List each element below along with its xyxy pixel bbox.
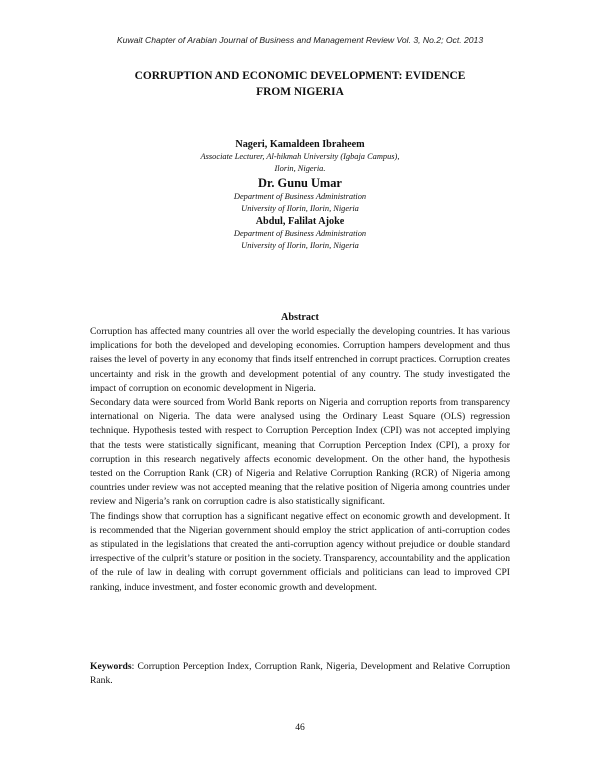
author-affiliation: University of Ilorin, Ilorin, Nigeria <box>241 204 359 213</box>
abstract-paragraph: The findings show that corruption has a significant negative effect on economic growth and development. It is recommended that the Nigerian government should employ the strict application of anti-corruption codes as stipulated in the legislations that created the anti-corruption agency without prejudice or double standard irrespective of the culprit’s stature or position in the society. Transparency, accountability and the application of the rule of law in dealing with corrupt government officials and politicians can lead to improved CPI ranking, induce investment, and foster economic growth and development. <box>90 510 510 593</box>
paper-title <box>60 68 540 100</box>
author-name: Dr. Gunu Umar <box>258 176 342 190</box>
author-affiliation: Associate Lecturer, Al-hikmah University (Igbaja Campus), <box>200 152 400 161</box>
paper-title-line: CORRUPTION AND ECONOMIC DEVELOPMENT: EVIDENCE <box>134 70 466 82</box>
author-name: Nageri, Kamaldeen Ibraheem <box>235 139 365 150</box>
abstract-heading: Abstract <box>281 312 319 323</box>
author-affiliation: Department of Business Administration <box>233 192 367 201</box>
abstract-paragraph: Corruption has affected many countries all over the world especially the developing countries. It has various implications for both the developed and developing economies. Corruption hampers development and thus raises the level of poverty in any economy that finds itself entrenched in corrupt practices. Corruption creates uncertainty and risk in the growth and development potential of any country. The study investigated the impact of corruption on economic development in Nigeria. <box>90 326 510 394</box>
running-head: Kuwait Chapter of Arabian Journal of Business and Management Review Vol. 3, No.2; Oct. 2013 <box>116 35 484 45</box>
keywords <box>90 660 510 688</box>
keywords-text: : Corruption Perception Index, Corruption Rank, Nigeria, Development and Relative Corruption Rank. <box>90 661 510 687</box>
author-affiliation: Department of Business Administration <box>233 229 367 238</box>
keywords-label: Keywords <box>90 661 132 672</box>
page-number: 46 <box>295 722 305 733</box>
abstract-paragraph: Secondary data were sourced from World Bank reports on Nigeria and corruption reports from transparency international on Nigeria. The data were analysed using the Ordinary Least Square (OLS) regression technique. Hypothesis tested with respect to Corruption Perception Index (CPI) was not accepted implying that the tests were statistically significant, meaning that Corruption Perception Index (CPI), a proxy for corruption in this research negatively affects economic development. On the other hand, the hypothesis tested on the Corruption Rank (CR) of Nigeria and Relative Corruption Ranking (RCR) of Nigeria among countries under review was not accepted meaning that the relative position of Nigeria among countries under review and Nigeria’s rank on corruption cadre is also statistically significant. <box>90 397 510 508</box>
author-affiliation: Ilorin, Nigeria. <box>274 164 326 173</box>
author-name: Abdul, Falilat Ajoke <box>255 216 345 227</box>
author-affiliation: University of Ilorin, Ilorin, Nigeria <box>241 241 359 250</box>
abstract-body <box>90 325 510 595</box>
author-block <box>60 138 540 252</box>
paper-title-line: FROM NIGERIA <box>256 86 344 98</box>
